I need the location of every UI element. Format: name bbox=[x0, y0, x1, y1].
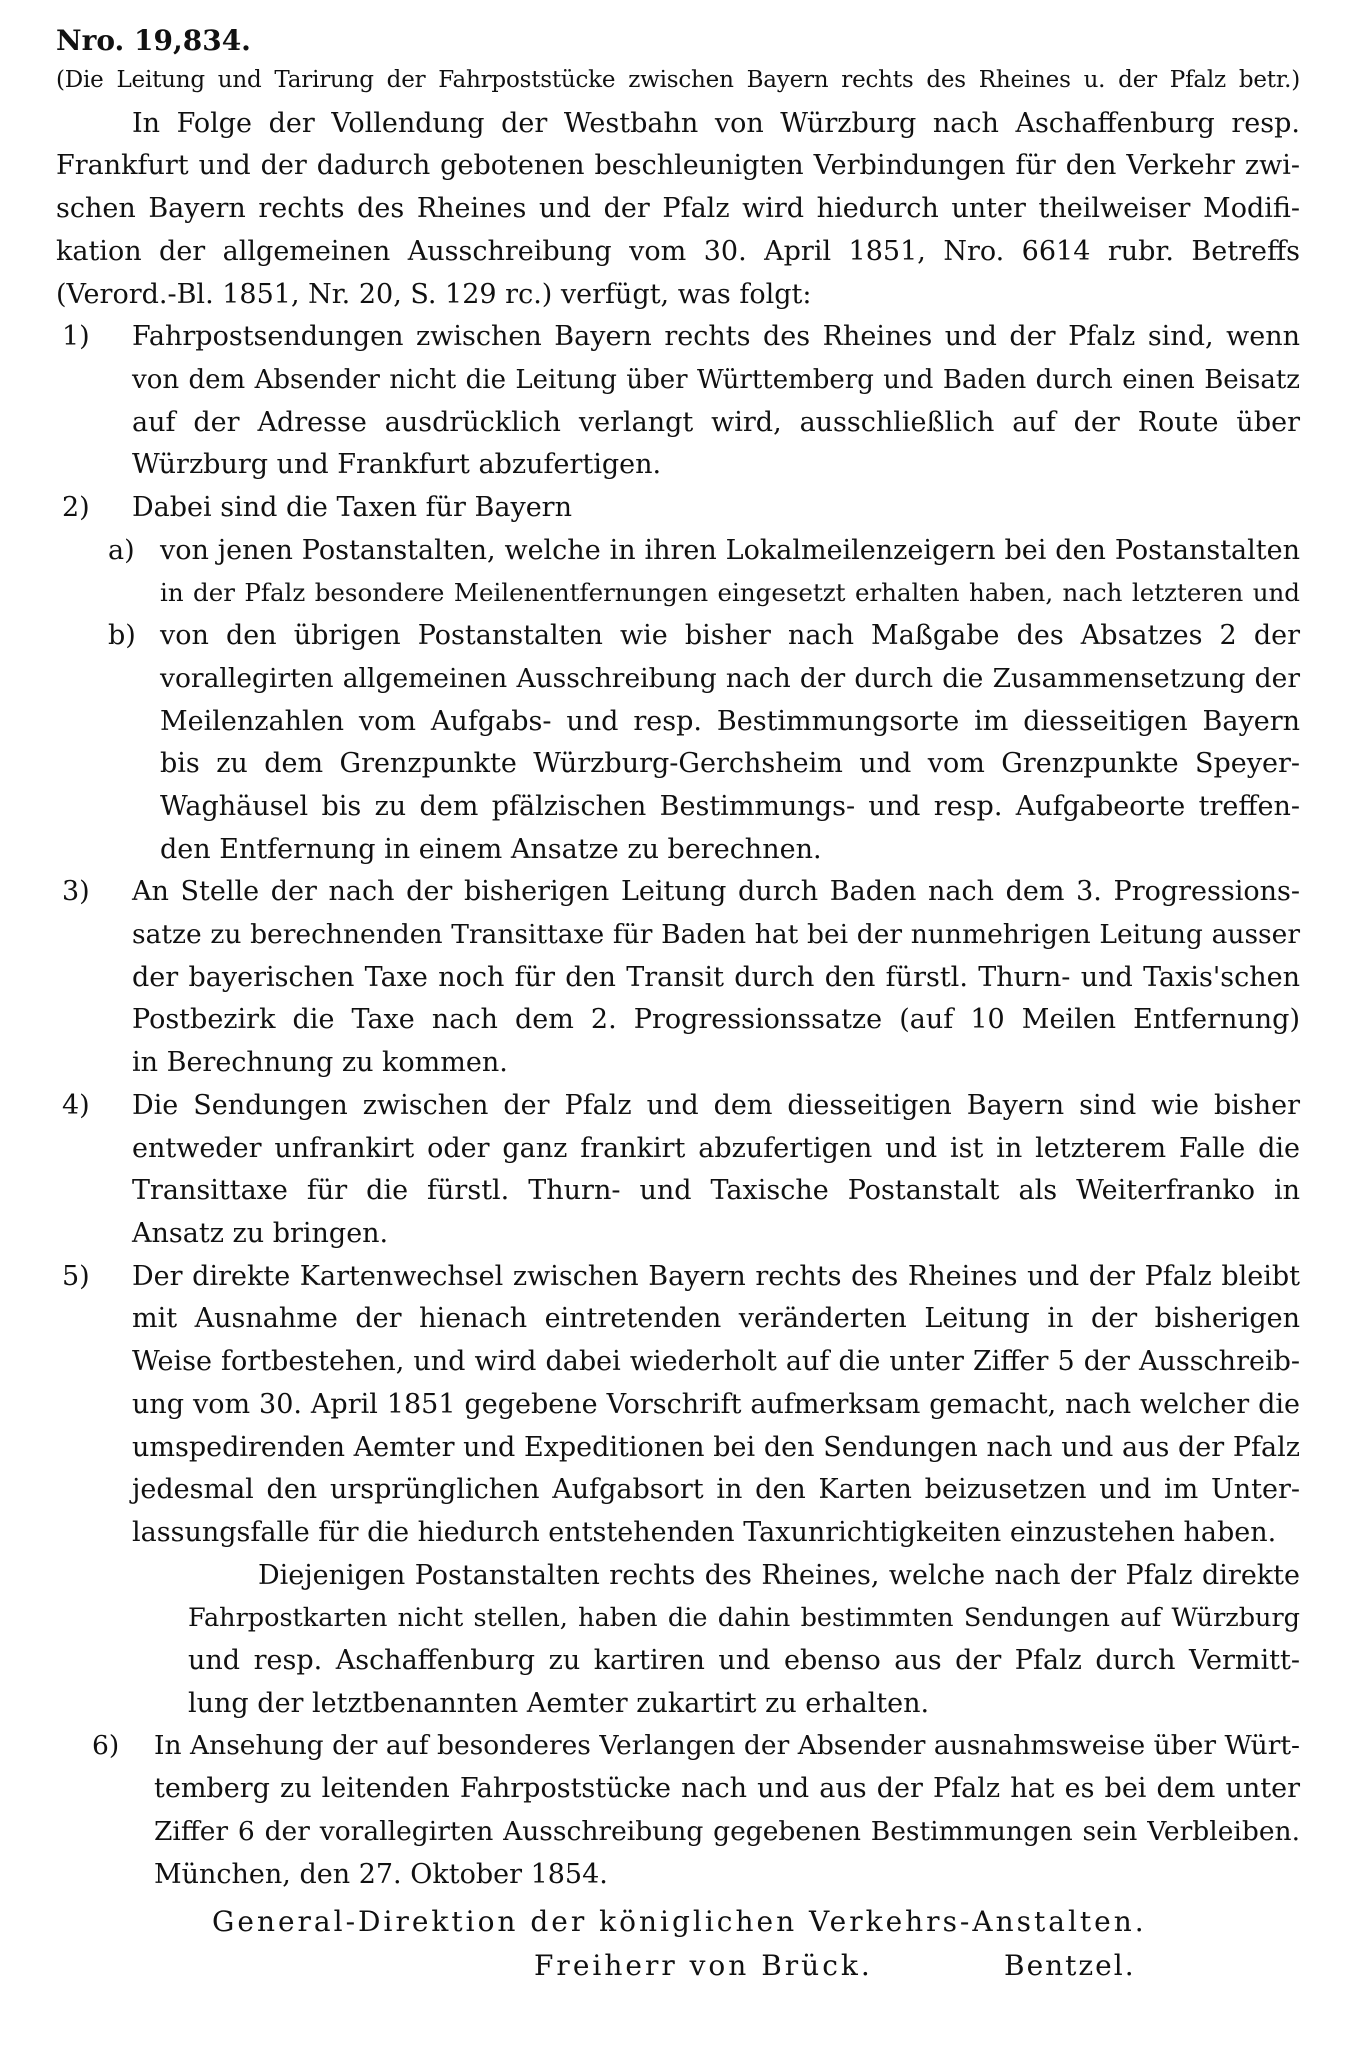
item-3-text: An Stelle der nach der bisherigen Leitung durch Baden nach dem 3. Progressions- bbox=[132, 876, 1300, 908]
signatures bbox=[56, 1944, 1300, 1988]
item-6-line bbox=[56, 1725, 1300, 1768]
item-4-line bbox=[56, 1085, 1300, 1128]
item-2b-line: bis zu dem Grenzpunkte Würzburg-Gerchsheim und vom Grenzpunkte Speyer- bbox=[160, 748, 1300, 780]
item-1-text: Fahrpostsendungen zwischen Bayern rechts des Rheines und der Pfalz sind, wenn bbox=[132, 321, 1300, 353]
intro-line: kation der allgemeinen Ausschreibung vom 30. April 1851, Nro. 6614 rubr. Betreffs bbox=[56, 235, 1300, 267]
item-6-label: 6) bbox=[92, 1730, 120, 1762]
item-2b-line: vorallegirten allgemeinen Ausschreibung nach der durch die Zusammensetzung der bbox=[160, 662, 1300, 694]
document-number: Nro. 19,834. bbox=[56, 24, 251, 57]
item-5-line: lassungsfalle für die hiedurch entstehenden Taxunrichtigkeiten einzustehen haben. bbox=[132, 1516, 1277, 1548]
item-2b-text: von den übrigen Postanstalten wie bisher nach Maßgabe des Absatzes 2 der bbox=[160, 620, 1300, 652]
item-5-line: ung vom 30. April 1851 gegebene Vorschrift aufmerksam gemacht, nach welcher die bbox=[132, 1388, 1300, 1420]
item-5-para2-line: Fahrpostkarten nicht stellen, haben die dahin bestimmten Sendungen auf Würzburg bbox=[188, 1603, 1300, 1634]
place-date: München, den 27. Oktober 1854. bbox=[154, 1858, 608, 1890]
item-2-text: Dabei sind die Taxen für Bayern bbox=[132, 492, 572, 524]
intro-line: (Verord.-Bl. 1851, Nr. 20, S. 129 rc.) verfügt, was folgt: bbox=[56, 278, 812, 310]
item-5-line: mit Ausnahme der hienach eintretenden veränderten Leitung in der bisherigen bbox=[132, 1303, 1300, 1335]
signer-1: Freiherr von Brück. bbox=[534, 1949, 873, 1983]
item-3-line: der bayerischen Taxe noch für den Transit durch den fürstl. Thurn- und Taxis'schen bbox=[132, 961, 1300, 993]
document-page bbox=[56, 20, 1300, 1988]
intro-line: schen Bayern rechts des Rheines und der Pfalz wird hiedurch unter theilweiser Modifi- bbox=[56, 193, 1300, 225]
item-2b-label: b) bbox=[108, 620, 136, 652]
item-1-line: auf der Adresse ausdrücklich verlangt wird, ausschließlich auf der Route über bbox=[132, 406, 1300, 438]
item-5-text: Der direkte Kartenwechsel zwischen Bayern rechts des Rheines und der Pfalz bleibt bbox=[132, 1260, 1300, 1292]
item-2a-line: in der Pfalz besondere Meilenentfernungen eingesetzt erhalten haben, nach letzteren und bbox=[160, 578, 1300, 608]
issuing-authority: General-Direktion der königlichen Verkehrs-Anstalten. bbox=[212, 1905, 1147, 1939]
item-3-label: 3) bbox=[62, 876, 90, 908]
document-subtitle: (Die Leitung und Tarirung der Fahrpoststücke zwischen Bayern rechts des Rheines u. der Pfalz betr.) bbox=[56, 66, 1300, 93]
item-2b-line: den Entfernung in einem Ansatze zu berechnen. bbox=[160, 833, 822, 865]
item-5-para2-line: Diejenigen Postanstalten rechts des Rheines, welche nach der Pfalz direkte bbox=[258, 1559, 1300, 1591]
item-4-label: 4) bbox=[62, 1089, 90, 1121]
item-1-line: Würzburg und Frankfurt abzufertigen. bbox=[132, 449, 662, 481]
item-6-line: Ziffer 6 der vorallegirten Ausschreibung gegebenen Bestimmungen sein Verbleiben. bbox=[154, 1815, 1300, 1847]
signer-2: Bentzel. bbox=[1004, 1949, 1136, 1983]
item-2-line bbox=[56, 487, 1300, 530]
item-3-line: satze zu berechnenden Transittaxe für Baden hat bei der nunmehrigen Leitung ausser bbox=[132, 919, 1300, 951]
intro-line: Frankfurt und der dadurch gebotenen beschleunigten Verbindungen für den Verkehr zwi- bbox=[56, 150, 1300, 182]
item-6-line: temberg zu leitenden Fahrpoststücke nach und aus der Pfalz hat es bei dem unter bbox=[154, 1773, 1300, 1805]
item-4-text: Die Sendungen zwischen der Pfalz und dem diesseitigen Bayern sind wie bisher bbox=[132, 1089, 1300, 1121]
item-1-line: von dem Absender nicht die Leitung über Württemberg und Baden durch einen Beisatz bbox=[132, 364, 1300, 395]
item-2a-line bbox=[56, 530, 1300, 573]
item-3-line: Postbezirk die Taxe nach dem 2. Progressionssatze (auf 10 Meilen Entfernung) bbox=[132, 1004, 1300, 1036]
item-2a-label: a) bbox=[108, 534, 135, 566]
item-3-line: in Berechnung zu kommen. bbox=[132, 1047, 508, 1079]
item-2a-text: von jenen Postanstalten, welche in ihren Lokalmeilenzeigern bei den Postanstalten bbox=[160, 534, 1300, 566]
intro-line: In Folge der Vollendung der Westbahn von Würzburg nach Aschaffenburg resp. bbox=[132, 107, 1300, 139]
item-5-para2-line: lung der letztbenannten Aemter zukartirt zu erhalten. bbox=[188, 1687, 930, 1719]
item-4-line: entweder unfrankirt oder ganz frankirt abzufertigen und ist in letzterem Falle die bbox=[132, 1132, 1300, 1164]
item-2b-line: Meilenzahlen vom Aufgabs- und resp. Bestimmungsorte im diesseitigen Bayern bbox=[160, 705, 1300, 737]
item-2-label: 2) bbox=[62, 492, 90, 524]
item-4-line: Transittaxe für die fürstl. Thurn- und Taxische Postanstalt als Weiterfranko in bbox=[132, 1175, 1300, 1207]
item-6-text: In Ansehung der auf besonderes Verlangen der Absender ausnahmsweise über Würt- bbox=[154, 1730, 1300, 1762]
item-5-line: umspedirenden Aemter und Expeditionen bei den Sendungen nach und aus der Pfalz bbox=[132, 1431, 1300, 1463]
item-3-line bbox=[56, 871, 1300, 914]
item-2b-line: Waghäusel bis zu dem pfälzischen Bestimmungs- und resp. Aufgabeorte treffen- bbox=[160, 790, 1300, 822]
item-5-line: jedesmal den ursprünglichen Aufgabsort in den Karten beizusetzen und im Unter- bbox=[132, 1474, 1300, 1506]
item-1-line bbox=[56, 316, 1300, 359]
item-2b-line bbox=[56, 615, 1300, 658]
item-5-label: 5) bbox=[62, 1260, 90, 1292]
item-1-label: 1) bbox=[62, 321, 90, 353]
item-5-line bbox=[56, 1256, 1300, 1299]
item-4-line: Ansatz zu bringen. bbox=[132, 1217, 389, 1249]
item-5-line: Weise fortbestehen, und wird dabei wiederholt auf die unter Ziffer 5 der Ausschreib- bbox=[132, 1346, 1300, 1378]
item-5-para2-line: und resp. Aschaffenburg zu kartiren und ebenso aus der Pfalz durch Vermitt- bbox=[188, 1645, 1300, 1677]
